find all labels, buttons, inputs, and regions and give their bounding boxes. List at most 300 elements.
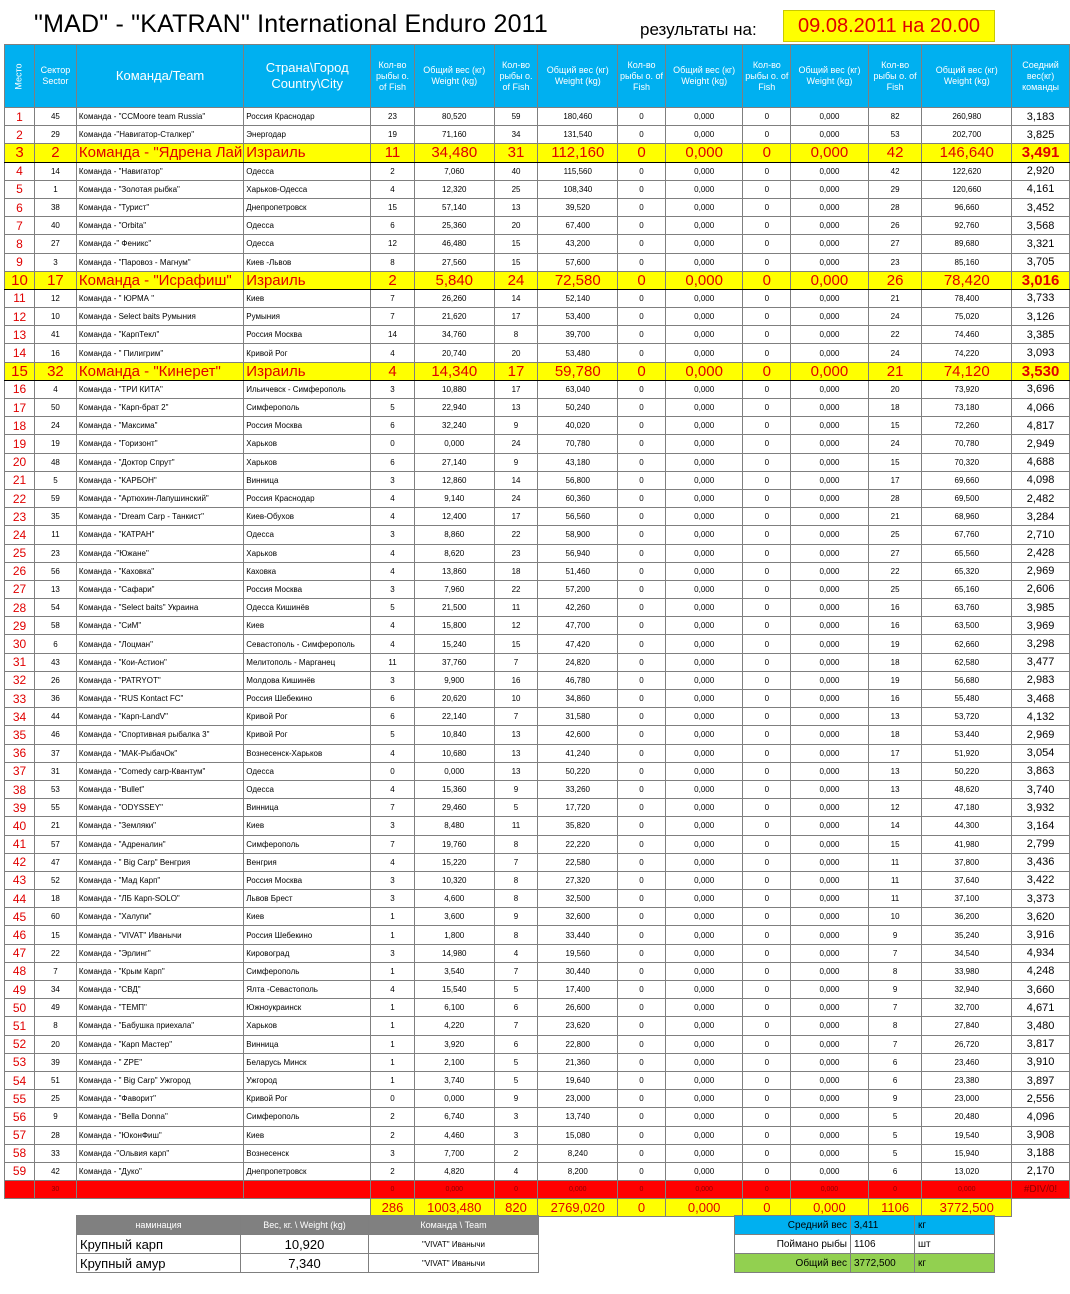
fish-count-4: 0 — [743, 1162, 791, 1180]
place: 42 — [5, 853, 35, 871]
average-weight: 3,932 — [1012, 799, 1070, 817]
weight-2: 51,460 — [538, 562, 618, 580]
average-weight: 3,480 — [1012, 1017, 1070, 1035]
fish-count-3: 0 — [618, 871, 666, 889]
fish-count-2: 17 — [494, 308, 538, 326]
fish-count-1: 6 — [371, 690, 415, 708]
average-weight: 3,422 — [1012, 871, 1070, 889]
fish-count-2: 13 — [494, 744, 538, 762]
fish-count-1: 7 — [371, 799, 415, 817]
weight-2: 112,160 — [538, 144, 618, 162]
team-name: Команда - "PATRYOT" — [76, 671, 243, 689]
total-count2: 820 — [494, 1199, 538, 1217]
weight-total: 41,980 — [922, 835, 1012, 853]
weight-3: 0,000 — [665, 271, 743, 289]
fish-count-total: 6 — [868, 1162, 922, 1180]
weight-3: 0,000 — [665, 144, 743, 162]
fish-count-total: 11 — [868, 871, 922, 889]
weight-3: 0,000 — [665, 708, 743, 726]
weight-1: 0,000 — [414, 435, 494, 453]
fish-count-3: 0 — [618, 580, 666, 598]
col-weight-2: Общий вес (кг) Weight (kg) — [538, 45, 618, 108]
weight-2: 34,860 — [538, 690, 618, 708]
place: 30 — [5, 635, 35, 653]
fish-count-total: 25 — [868, 526, 922, 544]
fish-count-2: 24 — [494, 271, 538, 289]
weight-2: 53,480 — [538, 344, 618, 362]
fish-count-3: 0 — [618, 526, 666, 544]
fish-count-4: 0 — [743, 544, 791, 562]
table-row — [5, 799, 1070, 817]
weight-1: 2,100 — [414, 1053, 494, 1071]
table-row — [5, 144, 1070, 162]
weight-3: 0,000 — [665, 981, 743, 999]
weight-2: 32,600 — [538, 908, 618, 926]
sector: 23 — [34, 544, 76, 562]
weight-2: 43,200 — [538, 235, 618, 253]
country-city: Киев — [244, 1126, 371, 1144]
fish-count-3: 0 — [618, 399, 666, 417]
fish-count-2: 4 — [494, 1162, 538, 1180]
fish-count-2: 18 — [494, 562, 538, 580]
fish-count-3: 0 — [618, 362, 666, 380]
fish-count-3: 0 — [618, 235, 666, 253]
weight-1: 0,000 — [414, 762, 494, 780]
weight-1: 9,900 — [414, 671, 494, 689]
weight-total: 26,720 — [922, 1035, 1012, 1053]
weight-2: 40,020 — [538, 417, 618, 435]
team-name: Команда - "ЛБ Карп-SOLO" — [76, 890, 243, 908]
weight-total: 65,160 — [922, 580, 1012, 598]
fish-count-3: 0 — [618, 344, 666, 362]
team-name: Команда - "Исрафиш" — [76, 271, 243, 289]
fish-count-4: 0 — [743, 835, 791, 853]
fish-count-2: 15 — [494, 635, 538, 653]
fish-count-1: 5 — [371, 726, 415, 744]
fish-count-1: 3 — [371, 471, 415, 489]
table-row — [5, 1035, 1070, 1053]
fish-count-4: 0 — [743, 253, 791, 271]
average-weight: #DIV/0! — [1012, 1181, 1070, 1199]
col-average: Соедний вес(кг) команды — [1012, 45, 1070, 108]
sector: 30 — [34, 1181, 76, 1199]
place: 17 — [5, 399, 35, 417]
weight-4: 0,000 — [791, 544, 869, 562]
weight-4: 0,000 — [791, 344, 869, 362]
table-row — [5, 126, 1070, 144]
place: 46 — [5, 926, 35, 944]
sector: 28 — [34, 1126, 76, 1144]
fish-count-2: 13 — [494, 399, 538, 417]
fish-count-4: 0 — [743, 144, 791, 162]
fish-count-1: 4 — [371, 562, 415, 580]
fish-count-4: 0 — [743, 1108, 791, 1126]
col-weight-3: Общий вес (кг) Weight (kg) — [665, 45, 743, 108]
weight-2: 30,440 — [538, 962, 618, 980]
place: 26 — [5, 562, 35, 580]
fish-count-3: 0 — [618, 671, 666, 689]
table-row — [5, 1126, 1070, 1144]
fish-count-total: 25 — [868, 580, 922, 598]
fish-count-1: 4 — [371, 344, 415, 362]
place: 27 — [5, 580, 35, 598]
place: 58 — [5, 1144, 35, 1162]
weight-2: 22,580 — [538, 853, 618, 871]
fish-count-1: 4 — [371, 853, 415, 871]
weight-4: 0,000 — [791, 1035, 869, 1053]
fish-count-total: 24 — [868, 435, 922, 453]
weight-total: 65,320 — [922, 562, 1012, 580]
fish-count-2: 0 — [494, 1181, 538, 1199]
col-place: Место — [5, 45, 35, 108]
sector: 55 — [34, 799, 76, 817]
average-weight: 3,985 — [1012, 599, 1070, 617]
fish-count-1: 1 — [371, 999, 415, 1017]
weight-2: 22,800 — [538, 1035, 618, 1053]
weight-4: 0,000 — [791, 981, 869, 999]
weight-1: 13,860 — [414, 562, 494, 580]
team-name: Команда - "Карп-брат 2" — [76, 399, 243, 417]
average-weight: 4,098 — [1012, 471, 1070, 489]
weight-4: 0,000 — [791, 1071, 869, 1089]
table-row — [5, 580, 1070, 598]
fish-count-4: 0 — [743, 1126, 791, 1144]
fish-count-2: 5 — [494, 799, 538, 817]
summary-caught-value: 1106 — [851, 1235, 915, 1254]
fish-count-total: 82 — [868, 108, 922, 126]
weight-total: 89,680 — [922, 235, 1012, 253]
sector: 36 — [34, 690, 76, 708]
table-row — [5, 653, 1070, 671]
country-city: Молдова Кишинёв — [244, 671, 371, 689]
table-row — [5, 435, 1070, 453]
fish-count-total: 9 — [868, 926, 922, 944]
fish-count-4: 0 — [743, 908, 791, 926]
fish-count-1: 11 — [371, 144, 415, 162]
weight-1: 12,320 — [414, 180, 494, 198]
place: 16 — [5, 380, 35, 398]
weight-2: 21,360 — [538, 1053, 618, 1071]
weight-3: 0,000 — [665, 653, 743, 671]
weight-total: 53,440 — [922, 726, 1012, 744]
weight-total: 120,660 — [922, 180, 1012, 198]
weight-1: 7,060 — [414, 162, 494, 180]
weight-1: 57,140 — [414, 198, 494, 216]
fish-count-3: 0 — [618, 108, 666, 126]
fish-count-total: 53 — [868, 126, 922, 144]
weight-2: 57,600 — [538, 253, 618, 271]
fish-count-total: 26 — [868, 271, 922, 289]
weight-1: 71,160 — [414, 126, 494, 144]
sector: 38 — [34, 198, 76, 216]
team-name: Команда - "Артюхин-Лапушинский" — [76, 489, 243, 507]
fish-count-total: 8 — [868, 962, 922, 980]
place: 35 — [5, 726, 35, 744]
team-name: Команда - "CCMoore team Russia" — [76, 108, 243, 126]
team-name: Команда - "Навигатор" — [76, 162, 243, 180]
fish-count-2: 8 — [494, 926, 538, 944]
weight-4: 0,000 — [791, 235, 869, 253]
fish-count-1: 23 — [371, 108, 415, 126]
average-weight: 3,817 — [1012, 1035, 1070, 1053]
average-weight: 4,934 — [1012, 944, 1070, 962]
fish-count-4: 0 — [743, 1053, 791, 1071]
team-name: Команда - "Мад Карп" — [76, 871, 243, 889]
table-row — [5, 871, 1070, 889]
team-name: Команда - "КАРБОН" — [76, 471, 243, 489]
weight-2: 19,560 — [538, 944, 618, 962]
fish-count-1: 4 — [371, 544, 415, 562]
col-count-4: Кол-во рыбы о. of Fish — [743, 45, 791, 108]
fish-count-2: 6 — [494, 999, 538, 1017]
col-count-3: Кол-во рыбы о. of Fish — [618, 45, 666, 108]
place: 45 — [5, 908, 35, 926]
average-weight: 3,491 — [1012, 144, 1070, 162]
fish-count-1: 1 — [371, 1017, 415, 1035]
weight-total: 67,760 — [922, 526, 1012, 544]
weight-2: 42,260 — [538, 599, 618, 617]
fish-count-1: 6 — [371, 453, 415, 471]
sector: 27 — [34, 235, 76, 253]
weight-total: 37,800 — [922, 853, 1012, 871]
results-label: результаты на: — [640, 20, 757, 39]
weight-1: 15,240 — [414, 635, 494, 653]
total-weight1: 1003,480 — [414, 1199, 494, 1217]
team-name: Команда - "Карп-LandV" — [76, 708, 243, 726]
weight-1: 12,400 — [414, 508, 494, 526]
fish-count-total: 13 — [868, 708, 922, 726]
total-count-total: 1106 — [868, 1199, 922, 1217]
summary-total-label: Общий вес — [735, 1254, 851, 1273]
total-weight4: 0,000 — [791, 1199, 869, 1217]
weight-1: 27,560 — [414, 253, 494, 271]
average-weight: 4,132 — [1012, 708, 1070, 726]
fish-count-total: 24 — [868, 344, 922, 362]
fish-count-total: 15 — [868, 835, 922, 853]
weight-4: 0,000 — [791, 762, 869, 780]
fish-count-4: 0 — [743, 508, 791, 526]
weight-2: 41,240 — [538, 744, 618, 762]
place: 29 — [5, 617, 35, 635]
country-city: Киев — [244, 289, 371, 307]
weight-3: 0,000 — [665, 817, 743, 835]
sector: 37 — [34, 744, 76, 762]
weight-2: 31,580 — [538, 708, 618, 726]
sector: 21 — [34, 817, 76, 835]
fish-count-total: 21 — [868, 289, 922, 307]
fish-count-2: 3 — [494, 1126, 538, 1144]
table-row — [5, 1053, 1070, 1071]
sector: 48 — [34, 453, 76, 471]
fish-count-total: 28 — [868, 198, 922, 216]
weight-1: 6,740 — [414, 1108, 494, 1126]
weight-2: 47,700 — [538, 617, 618, 635]
weight-2: 50,240 — [538, 399, 618, 417]
weight-total: 20,480 — [922, 1108, 1012, 1126]
team-name: Команда - "Каховка" — [76, 562, 243, 580]
sector: 31 — [34, 762, 76, 780]
country-city: Кривой Рог — [244, 1090, 371, 1108]
fish-count-total: 20 — [868, 380, 922, 398]
country-city: Вознесенск-Харьков — [244, 744, 371, 762]
weight-1: 4,600 — [414, 890, 494, 908]
fish-count-3: 0 — [618, 744, 666, 762]
country-city: Днепропетровск — [244, 1162, 371, 1180]
awards-col-weight: Вес, кг. \ Weight (kg) — [241, 1216, 369, 1235]
weight-2: 23,620 — [538, 1017, 618, 1035]
fish-count-4: 0 — [743, 981, 791, 999]
country-city: Беларусь Минск — [244, 1053, 371, 1071]
weight-4: 0,000 — [791, 926, 869, 944]
fish-count-1: 2 — [371, 162, 415, 180]
sector: 58 — [34, 617, 76, 635]
fish-count-2: 15 — [494, 253, 538, 271]
summary-total-row — [735, 1254, 995, 1273]
weight-3: 0,000 — [665, 526, 743, 544]
table-row — [5, 962, 1070, 980]
weight-1: 7,700 — [414, 1144, 494, 1162]
team-name: Команда - "Bullet" — [76, 780, 243, 798]
weight-total: 202,700 — [922, 126, 1012, 144]
fish-count-3: 0 — [618, 599, 666, 617]
fish-count-2: 8 — [494, 890, 538, 908]
fish-count-1: 12 — [371, 235, 415, 253]
weight-total: 23,380 — [922, 1071, 1012, 1089]
country-city: Энергодар — [244, 126, 371, 144]
weight-4: 0,000 — [791, 780, 869, 798]
fish-count-3: 0 — [618, 326, 666, 344]
weight-2: 108,340 — [538, 180, 618, 198]
weight-4: 0,000 — [791, 380, 869, 398]
weight-3: 0,000 — [665, 108, 743, 126]
table-row — [5, 489, 1070, 507]
weight-3: 0,000 — [665, 617, 743, 635]
weight-4: 0,000 — [791, 1162, 869, 1180]
table-row — [5, 908, 1070, 926]
fish-count-3: 0 — [618, 562, 666, 580]
place: 25 — [5, 544, 35, 562]
fish-count-total: 26 — [868, 217, 922, 235]
country-city: Одесса — [244, 780, 371, 798]
weight-total: 55,480 — [922, 690, 1012, 708]
country-city: Ялта -Севастополь — [244, 981, 371, 999]
sector: 35 — [34, 508, 76, 526]
weight-total: 74,220 — [922, 344, 1012, 362]
sector: 20 — [34, 1035, 76, 1053]
average-weight: 3,908 — [1012, 1126, 1070, 1144]
weight-total: 56,680 — [922, 671, 1012, 689]
fish-count-4: 0 — [743, 235, 791, 253]
weight-4: 0,000 — [791, 562, 869, 580]
average-weight: 2,710 — [1012, 526, 1070, 544]
weight-3: 0,000 — [665, 671, 743, 689]
weight-1: 10,320 — [414, 871, 494, 889]
fish-count-total: 42 — [868, 162, 922, 180]
sector: 52 — [34, 871, 76, 889]
table-row — [5, 944, 1070, 962]
fish-count-4: 0 — [743, 562, 791, 580]
weight-4: 0,000 — [791, 399, 869, 417]
table-row — [5, 780, 1070, 798]
fish-count-4: 0 — [743, 435, 791, 453]
average-weight: 3,164 — [1012, 817, 1070, 835]
weight-1: 1,800 — [414, 926, 494, 944]
average-weight: 3,321 — [1012, 235, 1070, 253]
place: 3 — [5, 144, 35, 162]
weight-total: 62,660 — [922, 635, 1012, 653]
average-weight: 3,530 — [1012, 362, 1070, 380]
fish-count-4: 0 — [743, 690, 791, 708]
fish-count-total: 18 — [868, 399, 922, 417]
fish-count-2: 22 — [494, 580, 538, 598]
empty-cell — [5, 1199, 35, 1217]
weight-4: 0,000 — [791, 144, 869, 162]
team-name: Команда - "ТЕМП" — [76, 999, 243, 1017]
fish-count-4: 0 — [743, 417, 791, 435]
fish-count-4: 0 — [743, 1017, 791, 1035]
fish-count-1: 1 — [371, 962, 415, 980]
total-count3: 0 — [618, 1199, 666, 1217]
team-name: Команда -"Южане" — [76, 544, 243, 562]
fish-count-total: 16 — [868, 690, 922, 708]
weight-3: 0,000 — [665, 999, 743, 1017]
fish-count-2: 20 — [494, 217, 538, 235]
fish-count-2: 13 — [494, 198, 538, 216]
table-row — [5, 362, 1070, 380]
country-city: Венгрия — [244, 853, 371, 871]
fish-count-1: 3 — [371, 580, 415, 598]
sector: 9 — [34, 1108, 76, 1126]
weight-3: 0,000 — [665, 180, 743, 198]
fish-count-2: 5 — [494, 981, 538, 999]
sector: 25 — [34, 1090, 76, 1108]
weight-4: 0,000 — [791, 835, 869, 853]
weight-3: 0,000 — [665, 1126, 743, 1144]
fish-count-3: 0 — [618, 453, 666, 471]
team-name: Команда - "Orbita" — [76, 217, 243, 235]
place: 47 — [5, 944, 35, 962]
weight-total: 37,640 — [922, 871, 1012, 889]
weight-3: 0,000 — [665, 1181, 743, 1199]
results-table — [4, 44, 1070, 1217]
weight-3: 0,000 — [665, 1035, 743, 1053]
weight-2: 27,320 — [538, 871, 618, 889]
weight-1: 20,620 — [414, 690, 494, 708]
average-weight: 3,620 — [1012, 908, 1070, 926]
team-name: Команда - "Лоцман" — [76, 635, 243, 653]
weight-2: 46,780 — [538, 671, 618, 689]
weight-1: 9,140 — [414, 489, 494, 507]
fish-count-4: 0 — [743, 762, 791, 780]
sector: 33 — [34, 1144, 76, 1162]
weight-4: 0,000 — [791, 853, 869, 871]
sector: 17 — [34, 271, 76, 289]
fish-count-4: 0 — [743, 380, 791, 398]
place: 34 — [5, 708, 35, 726]
fish-count-1: 4 — [371, 981, 415, 999]
team-name: Команда - " ЮРМА " — [76, 289, 243, 307]
weight-3: 0,000 — [665, 835, 743, 853]
weight-1: 15,220 — [414, 853, 494, 871]
team-name: Команда - "Сафари" — [76, 580, 243, 598]
team-name: Команда - "МАК-РыбачОк" — [76, 744, 243, 762]
fish-count-3: 0 — [618, 908, 666, 926]
weight-2: 19,640 — [538, 1071, 618, 1089]
fish-count-3: 0 — [618, 1053, 666, 1071]
weight-2: 59,780 — [538, 362, 618, 380]
average-weight: 3,969 — [1012, 617, 1070, 635]
sector: 59 — [34, 489, 76, 507]
